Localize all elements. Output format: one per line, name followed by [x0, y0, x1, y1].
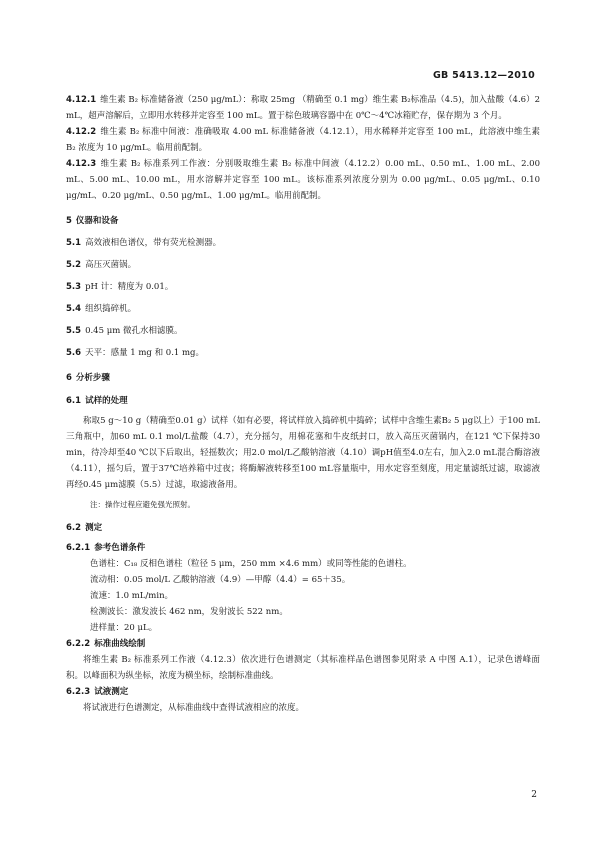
standard-curve-paragraph: 将维生素 B₂ 标准系列工作液（4.12.3）依次进行色谱测定（其标准样品色谱图参见附录 A 中图 A.1），记录色谱峰面积。以峰面积为纵坐标，浓度为横坐标，绘制标准曲线。 — [66, 655, 540, 681]
item-text: 高压灭菌锅。 — [85, 260, 137, 270]
clause-text: 维生素 B₂ 标准系列工作液：分别吸取维生素 B₂ 标准中间液（4.12.2）0.00 mL、0.50 mL、1.00 mL、2.00 mL、5.00 mL、10.00 mL，用水溶解并定容至 100 mL。该标准系列浓度分别为 0.00 μg/mL、0.05 μg/mL、0.10 μg/mL、0.20 μg/mL、0.50 μg/mL、1.00 μg/mL。临用前配制。 — [66, 159, 540, 201]
clause-text: 维生素 B₂ 标准中间液：准确吸取 4.00 mL 标准储备液（4.12.1），用水稀释并定容至 100 mL，此溶液中维生素 B₂ 浓度为 10 μg/mL。临用前配制。 — [66, 127, 540, 153]
item-number: 5.4 — [66, 304, 82, 314]
section-title: 试液测定 — [94, 687, 129, 697]
section-number: 6.2.1 — [66, 543, 91, 553]
item-text: pH 计：精度为 0.01。 — [85, 282, 174, 292]
section-number: 5 — [66, 216, 72, 226]
equipment-item — [66, 257, 540, 273]
equipment-list — [66, 235, 540, 361]
equipment-item — [66, 323, 540, 339]
section-6-2-heading — [66, 520, 540, 536]
section-number: 6.1 — [66, 396, 82, 406]
section-5-heading — [66, 213, 540, 229]
section-6-1-heading — [66, 393, 540, 409]
mobile-phase-line: 流动相：0.05 mol/L 乙酸钠溶液（4.9）—甲醇（4.4）= 65＋35。 — [90, 575, 351, 585]
item-text: 高效液相色谱仪，带有荧光检测器。 — [85, 238, 222, 248]
flow-rate-line: 流速：1.0 mL/min。 — [90, 591, 174, 601]
section-number: 6.2.2 — [66, 639, 91, 649]
section-title: 参考色谱条件 — [94, 543, 146, 553]
section-number: 6.2 — [66, 523, 82, 533]
equipment-item — [66, 301, 540, 317]
item-number: 5.2 — [66, 260, 82, 270]
clause-text: 维生素 B₂ 标准储备液（250 μg/mL）：称取 25mg （精确至 0.1 mg）维生素 B₂标准品（4.5)，加入盐酸（4.6）2 mL，超声溶解后，立即用水转移并定容至 100 mL。置于棕色玻璃容器中在 0℃～4℃冰箱贮存，保存期为 3 个月。 — [66, 95, 540, 121]
equipment-item — [66, 279, 540, 295]
standard-code: GB 5413.12—2010 — [432, 70, 535, 81]
section-6-2-2-heading — [66, 636, 540, 652]
clause-4-12-3 — [66, 156, 540, 204]
injection-volume-line: 进样量：20 μL。 — [90, 623, 158, 633]
item-number: 5.1 — [66, 238, 82, 248]
section-title: 仪器和设备 — [75, 216, 119, 226]
section-6-heading — [66, 370, 540, 386]
column-line: 色谱柱：C₁₈ 反相色谱柱（粒径 5 μm，250 mm ×4.6 mm）或同等性能的色谱柱。 — [90, 559, 412, 569]
clause-number: 4.12.3 — [66, 159, 97, 169]
document-body — [66, 92, 540, 716]
clause-number: 4.12.1 — [66, 95, 97, 105]
item-number: 5.3 — [66, 282, 82, 292]
section-title: 分析步骤 — [75, 373, 110, 383]
sample-measurement-paragraph: 将试液进行色谱测定，从标准曲线中查得试液相应的浓度。 — [83, 703, 305, 713]
page-number: 2 — [531, 790, 537, 800]
section-6-2-3-heading — [66, 684, 540, 700]
equipment-item — [66, 235, 540, 251]
section-number: 6 — [66, 373, 72, 383]
item-text: 0.45 μm 微孔水相滤膜。 — [85, 326, 183, 336]
clause-4-12-2 — [66, 124, 540, 156]
note: 注：操作过程应避免强光照射。 — [90, 500, 195, 509]
section-title: 测定 — [85, 523, 103, 533]
section-title: 标准曲线绘制 — [94, 639, 146, 649]
section-number: 6.2.3 — [66, 687, 91, 697]
item-number: 5.6 — [66, 348, 82, 358]
sample-prep-paragraph: 称取5 g～10 g（精确至0.01 g）试样（如有必要，将试样放入捣碎机中捣碎；试样中含维生素B₂ 5 μg以上）于100 mL三角瓶中，加60 mL 0.1 mol/L盐酸（4.7），充分摇匀，用棉花塞和牛皮纸封口，放入高压灭菌锅内，在121 ℃下保持30 min，待冷却至40 ℃以下后取出，轻摇数次；用2.0 mol/L乙酸钠溶液（4.10）调pH值至4.0左右，加入2.0 mL混合酶溶液（4.11），摇匀后，置于37℃培养箱中过夜；将酶解液转移至100 mL容量瓶中，用水定容至刻度，用定量滤纸过滤，取滤液再经0.45 μm滤膜（5.5）过滤，取滤液备用。 — [66, 416, 540, 490]
section-6-2-1-heading — [66, 540, 540, 556]
item-number: 5.5 — [66, 326, 82, 336]
item-text: 组织捣碎机。 — [85, 304, 137, 314]
equipment-item — [66, 345, 540, 361]
item-text: 天平：感量 1 mg 和 0.1 mg。 — [85, 348, 205, 358]
wavelength-line: 检测波长：激发波长 462 nm，发射波长 522 nm。 — [90, 607, 288, 617]
section-title: 试样的处理 — [85, 396, 128, 406]
clause-number: 4.12.2 — [66, 127, 97, 137]
clause-4-12-1 — [66, 92, 540, 124]
